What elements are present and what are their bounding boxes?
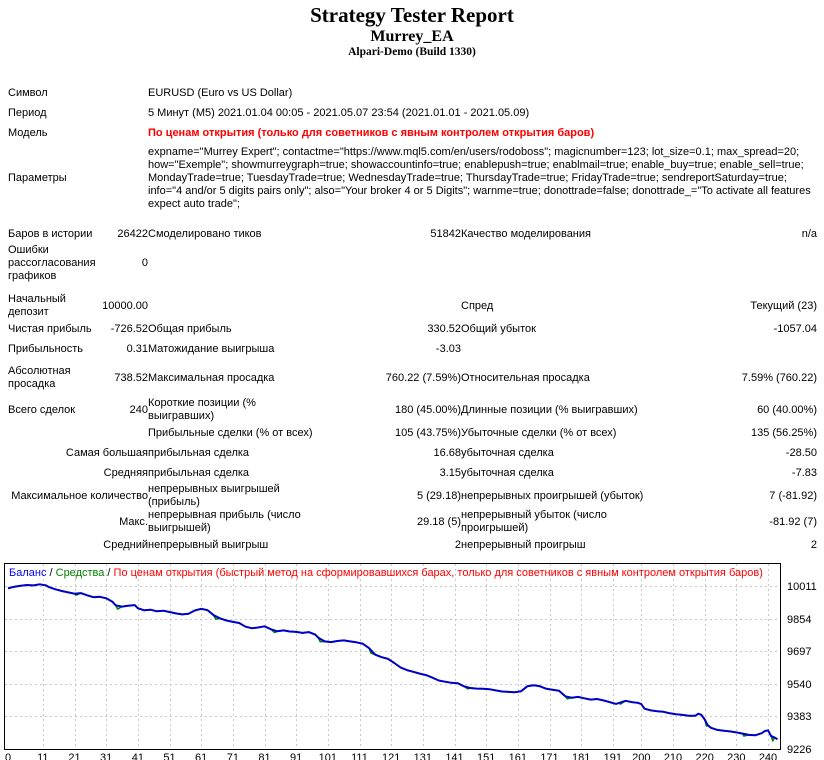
row-label: Период xyxy=(8,106,47,119)
x-axis-tick-label: 230 xyxy=(727,752,746,760)
stat-value: 16.68 xyxy=(433,446,461,459)
stat-value: 2 xyxy=(810,538,817,551)
x-axis-tick-label: 0 xyxy=(4,752,12,760)
stat-value: 5 (29.18) xyxy=(416,489,461,502)
row-value: 5 Минут (M5) 2021.01.04 00:05 - 2021.05.07 23:54 (2021.01.01 - 2021.05.09) xyxy=(148,106,530,119)
stat-value: 10000.00 xyxy=(102,299,148,312)
stat-label: Матожидание выигрыша xyxy=(148,342,275,355)
report-title: Strategy Tester Report xyxy=(310,3,514,27)
stat-label: непрерывный выигрыш xyxy=(148,538,269,551)
stat-value: -81.92 (7) xyxy=(769,515,817,528)
report-row xyxy=(8,509,817,535)
stat-value: 7 (-81.92) xyxy=(769,489,817,502)
x-axis-tick-label: 220 xyxy=(695,752,714,760)
stat-label: Чистая прибыль xyxy=(8,322,92,335)
stat-value: 240 xyxy=(129,403,148,416)
y-axis-tick-label: 9540 xyxy=(787,679,812,691)
balance-chart xyxy=(0,563,824,760)
stat-value: -3.03 xyxy=(435,342,461,355)
x-axis-tick-label: 151 xyxy=(476,752,496,760)
stat-label: убыточная сделка xyxy=(461,466,554,479)
report-row xyxy=(8,123,817,143)
report-row xyxy=(8,423,817,443)
x-axis-tick-label: 31 xyxy=(100,752,113,760)
report-row xyxy=(8,244,817,283)
stat-value: 180 (45.00%) xyxy=(394,403,461,416)
report-row xyxy=(8,293,817,319)
report-table xyxy=(8,83,817,555)
row-label: Модель xyxy=(8,126,48,139)
stat-label: Максимальное количество xyxy=(11,489,148,502)
stat-label: Максимальная просадка xyxy=(148,371,275,384)
row-value: По ценам открытия (только для советников с явным контролем открытия баров) xyxy=(148,126,595,139)
y-axis-tick-label: 9383 xyxy=(787,711,812,723)
report-row xyxy=(8,463,817,483)
stat-value: -1057.04 xyxy=(773,322,817,335)
stat-label: Самая большая xyxy=(65,446,148,459)
x-axis-tick-label: 41 xyxy=(131,752,144,760)
stat-label: непрерывных проигрышей (убыток) xyxy=(461,489,644,502)
stat-value: 26422 xyxy=(117,227,148,240)
stat-label: Короткие позиции (% выигравших) xyxy=(148,397,256,422)
report-row xyxy=(8,535,817,555)
legend-separator: / xyxy=(104,567,114,579)
row-value: expname="Murrey Expert"; contactme="https://www.mql5.com/en/users/rodoboss"; magicnumber=123; lot_size=0.1; max_spread=20; how="Exemple"; showmurreygraph=true; showaccountinfo=true; enablepush=true; enablmail=true; enable_buy=true; enable_sell=true; MondayTrade=true; TuesdayTrade=true; WednesdayTrade=true; ThursdayTrade=true; FridayTrade=true; sendreportSaturday=true; info="4 and/or 5 digits pairs only"; also="Your broker 4 or 5 Digits"; warnme=true; donottrade=false; donottrade_="To activate all features expect auto trade"; xyxy=(148,146,811,210)
y-axis-tick-label: 9854 xyxy=(787,614,812,626)
x-axis-tick-label: 181 xyxy=(571,752,591,760)
stat-value: n/a xyxy=(801,227,817,240)
x-axis-tick-label: 21 xyxy=(68,752,81,760)
stat-label: Средняя xyxy=(103,466,148,479)
stat-label: прибыльная сделка xyxy=(148,446,250,459)
legend-separator: / xyxy=(46,567,56,579)
stat-value: 3.15 xyxy=(439,466,461,479)
stat-label: Общий убыток xyxy=(461,322,536,335)
expert-name: Murrey_EA xyxy=(370,28,454,45)
report-row xyxy=(8,483,817,509)
report-row xyxy=(8,214,817,224)
report-row xyxy=(8,83,817,103)
stat-value: -7.83 xyxy=(791,466,817,479)
stat-label: Прибыльные сделки (% от всех) xyxy=(148,426,313,439)
report-row xyxy=(8,103,817,123)
report-row xyxy=(8,443,817,463)
report-header xyxy=(0,3,824,59)
stat-label: Смоделировано тиков xyxy=(148,227,262,240)
stat-value: -28.50 xyxy=(785,446,817,459)
stat-label: Относительная просадка xyxy=(461,371,590,384)
stat-label: Качество моделирования xyxy=(461,227,591,240)
y-axis-tick-label: 10011 xyxy=(787,581,817,593)
stat-value: 7.59% (760.22) xyxy=(741,371,817,384)
stat-label: Длинные позиции (% выигравших) xyxy=(461,403,638,416)
x-axis-tick-label: 131 xyxy=(413,752,432,760)
x-axis-tick-label: 61 xyxy=(195,752,208,760)
stat-value: 330.52 xyxy=(427,322,461,335)
stat-value: 29.18 (5) xyxy=(416,515,461,528)
stat-label: Спред xyxy=(461,299,494,312)
report-row xyxy=(8,319,817,339)
report-row xyxy=(8,143,817,214)
stat-label: Ошибки рассогласования графиков xyxy=(8,244,96,282)
stat-value: -726.52 xyxy=(110,322,148,335)
x-axis-tick-label: 91 xyxy=(290,752,303,760)
report-row xyxy=(8,339,817,359)
x-axis-tick-label: 81 xyxy=(258,752,271,760)
stat-label: непрерывных выигрышей (прибыль) xyxy=(148,483,280,508)
x-axis-tick-label: 240 xyxy=(758,752,778,760)
x-axis-tick-label: 111 xyxy=(351,752,368,760)
stat-value: 60 (40.00%) xyxy=(757,403,817,416)
stat-label: непрерывная прибыль (число выигрышей) xyxy=(148,509,301,534)
x-axis-tick-label: 71 xyxy=(226,752,239,760)
stat-label: Макс. xyxy=(119,515,148,528)
server-build: Alpari-Demo (Build 1330) xyxy=(348,46,476,58)
x-axis-tick-label: 101 xyxy=(318,752,337,760)
report-row xyxy=(8,397,817,423)
stat-label: Баров в истории xyxy=(8,227,93,240)
stat-label: прибыльная сделка xyxy=(148,466,250,479)
y-axis-tick-label: 9697 xyxy=(787,646,812,658)
row-label: Параметры xyxy=(8,172,67,184)
stat-value: 51842 xyxy=(430,227,461,240)
report-row xyxy=(8,224,817,244)
x-axis-tick-label: 171 xyxy=(540,752,559,760)
stat-value: 738.52 xyxy=(114,371,148,384)
report-row xyxy=(8,283,817,293)
x-axis-tick-label: 210 xyxy=(663,752,683,760)
stat-label: Прибыльность xyxy=(8,342,83,355)
stat-label: Начальный депозит xyxy=(8,293,66,318)
stat-value: 105 (43.75%) xyxy=(394,426,461,439)
stat-label: Общая прибыль xyxy=(148,322,232,335)
legend-item: Средства xyxy=(55,567,105,579)
x-axis-tick-label: 161 xyxy=(508,752,527,760)
stat-label: непрерывный убыток (число проигрышей) xyxy=(461,509,607,534)
x-axis-tick-label: 191 xyxy=(603,752,622,760)
stat-value: 0.31 xyxy=(126,342,148,355)
legend-item: Баланс xyxy=(9,567,47,579)
x-axis-tick-label: 141 xyxy=(445,752,464,760)
legend-item: По ценам открытия (быстрый метод на сформировавшихся барах, только для советников с явным контролем открытия баров) xyxy=(113,567,763,579)
stat-value: 135 (56.25%) xyxy=(750,426,817,439)
x-axis-tick-label: 121 xyxy=(381,752,401,760)
stat-label: Средний xyxy=(103,538,148,551)
chart-legend xyxy=(9,567,763,579)
y-axis-tick-label: 9226 xyxy=(787,744,812,756)
report-row xyxy=(8,365,817,391)
x-axis-tick-label: 51 xyxy=(163,752,176,760)
stat-value: 760.22 (7.59%) xyxy=(385,371,461,384)
stat-label: Убыточные сделки (% от всех) xyxy=(461,426,617,439)
stat-label: Всего сделок xyxy=(8,403,76,416)
stat-label: Абсолютная просадка xyxy=(8,365,71,390)
stat-value: 2 xyxy=(454,538,461,551)
x-axis-tick-label: 200 xyxy=(632,752,651,760)
row-label: Символ xyxy=(8,86,48,99)
x-axis-tick-label: 11 xyxy=(37,752,49,760)
row-value: EURUSD (Euro vs US Dollar) xyxy=(148,86,293,99)
stat-label: непрерывный проигрыш xyxy=(461,538,586,551)
stat-value: Текущий (23) xyxy=(750,299,817,312)
balance-chart-plot xyxy=(4,563,781,750)
stat-label: убыточная сделка xyxy=(461,446,554,459)
stat-value: 0 xyxy=(141,257,148,269)
